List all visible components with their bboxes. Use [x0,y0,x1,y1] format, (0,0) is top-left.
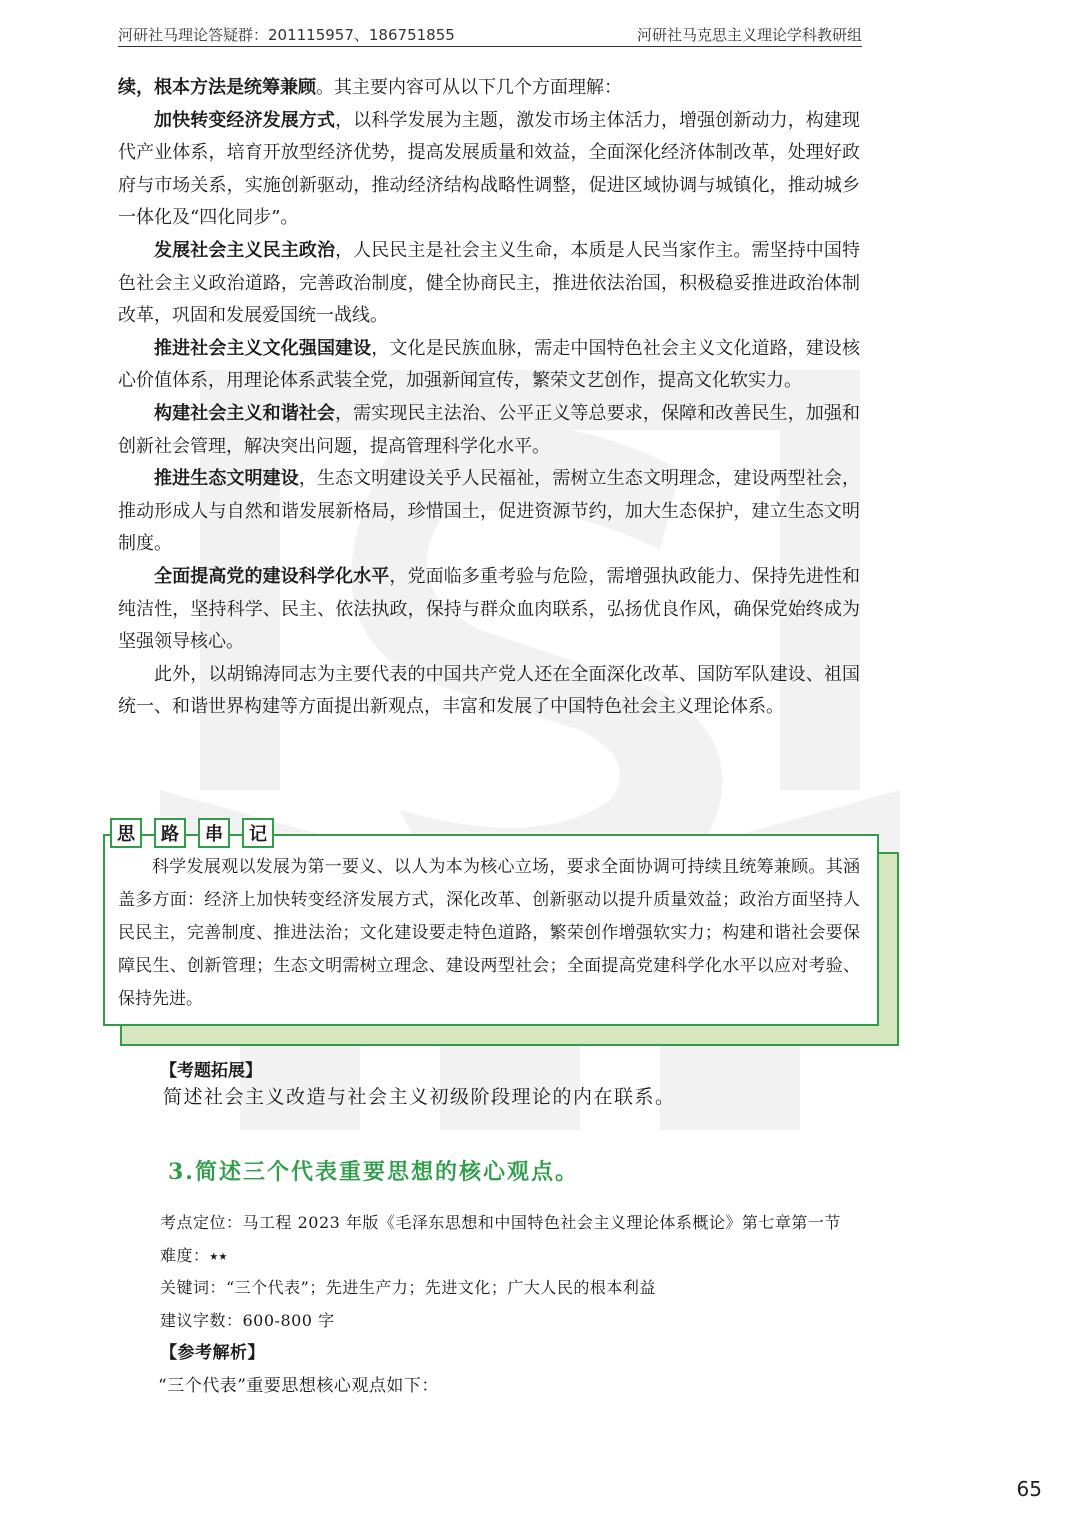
paragraph-text: 。其主要内容可从以下几个方面理解： [316,77,622,98]
keywords: 关键词：“三个代表”；先进生产力；先进文化；广大人民的根本利益 [160,1278,656,1297]
paragraph-text: ，人民民主是社会主义生命，本质是人民当家作主。需坚持中国特色社会主义政治道路，完善政治制度，健全协商民主，推进依法治国，积极稳妥推进政治体制改革，巩固和发展爱国统一战线。 [118,239,861,327]
note-tag-ji: 记 [242,818,274,848]
note-tag-si: 思 [110,818,142,848]
paragraph-text: ，文化是民族血脉，需走中国特色社会主义文化道路，建设核心价值体系，用理论体系武装全党，加强新闻宣传，繁荣文艺创作，提高文化软实力。 [118,337,860,392]
paragraph-intro [118,72,860,105]
question-meta [118,1207,860,1402]
bold-phrase: 全面提高党的建设科学化水平 [154,565,390,587]
paragraph-economy [118,105,860,235]
main-body-text [118,72,860,724]
paragraph-text: ，需实现民主法治、公平正义等总要求，保障和改善民生，加强和创新社会管理，解决突出问题，提高管理科学化水平。 [118,402,861,457]
analysis-intro: “三个代表”重要思想核心观点如下： [158,1375,439,1396]
note-tags [110,818,286,850]
paragraph-additional: 此外，以胡锦涛同志为主要代表的中国共产党人还在全面深化改革、国防军队建设、祖国统一、和谐世界构建等方面提出新观点，丰富和发展了中国特色社会主义理论体系。 [118,663,860,718]
bold-phrase: 构建社会主义和谐社会 [154,402,336,424]
paragraph-party [118,561,860,659]
question-title: 3.简述三个代表重要思想的核心观点。 [168,1159,579,1185]
bold-phrase: 加快转变经济发展方式 [154,109,336,131]
paragraph-culture [118,333,860,398]
word-count: 建议字数：600-800 字 [160,1310,335,1330]
header-left-text: 河研社马理论答疑群：201115957、186751855 [118,26,455,44]
bold-phrase: 推进社会主义文化强国建设 [154,337,372,359]
page-number: 65 [1016,1477,1042,1501]
page-header [118,22,862,47]
bold-phrase: 发展社会主义民主政治 [154,239,336,261]
extension-question: 简述社会主义改造与社会主义初级阶段理论的内在联系。 [163,1086,676,1108]
summary-note-text [118,851,860,1016]
note-paragraph: 科学发展观以发展为第一要义、以人为本为核心立场，要求全面协调可持续且统筹兼顾。其涵盖多方面：经济上加快转变经济发展方式，深化改革、创新驱动以提升质量效益；政治方面坚持人民民主，完善制度、推进法治；文化建设要走特色道路，繁荣创作增强软实力；构建和谐社会要保障民生、创新管理；生态文明需树立理念、建设两型社会；全面提高党建科学化水平以应对考验、保持先进。 [118,857,860,1009]
paragraph-society [118,398,860,463]
bold-phrase: 续，根本方法是统筹兼顾 [118,77,316,98]
note-tag-lu: 路 [154,818,186,848]
paragraph-text: ，生态文明建设关乎人民福祉，需树立生态文明理念，建设两型社会，推动形成人与自然和谐发展新格局，珍惜国土，促进资源节约，加大生态保护，建立生态文明制度。 [118,468,860,555]
paragraph-politics [118,235,860,333]
header-right-text: 河研社马克思主义理论学科教研组 [636,26,862,44]
exam-location: 考点定位：马工程 2023 年版《毛泽东思想和中国特色社会主义理论体系概论》第七章第一节 [160,1213,841,1232]
difficulty: 难度：⭑⭑ [160,1245,228,1265]
paragraph-text: ，党面临多重考验与危险，需增强执政能力、保持先进性和纯洁性，坚持科学、民主、依法执政，保持与群众血肉联系，弘扬优良作风，确保党始终成为坚强领导核心。 [118,565,861,653]
paragraph-text: ，以科学发展为主题，激发市场主体活力，增强创新动力，构建现代产业体系，培育开放型经济优势，提高发展质量和效益，全面深化经济体制改革，处理好政府与市场关系，实施创新驱动，推动经济结构战略性调整，促进区域协调与城镇化，推动城乡一体化及“四化同步”。 [118,109,861,229]
paragraph-ecology [118,463,860,561]
bold-phrase: 推进生态文明建设 [154,468,299,490]
note-tag-chuan: 串 [198,818,230,848]
analysis-heading: 【参考解析】 [160,1343,265,1363]
extension-heading: 【考题拓展】 [160,1061,262,1081]
